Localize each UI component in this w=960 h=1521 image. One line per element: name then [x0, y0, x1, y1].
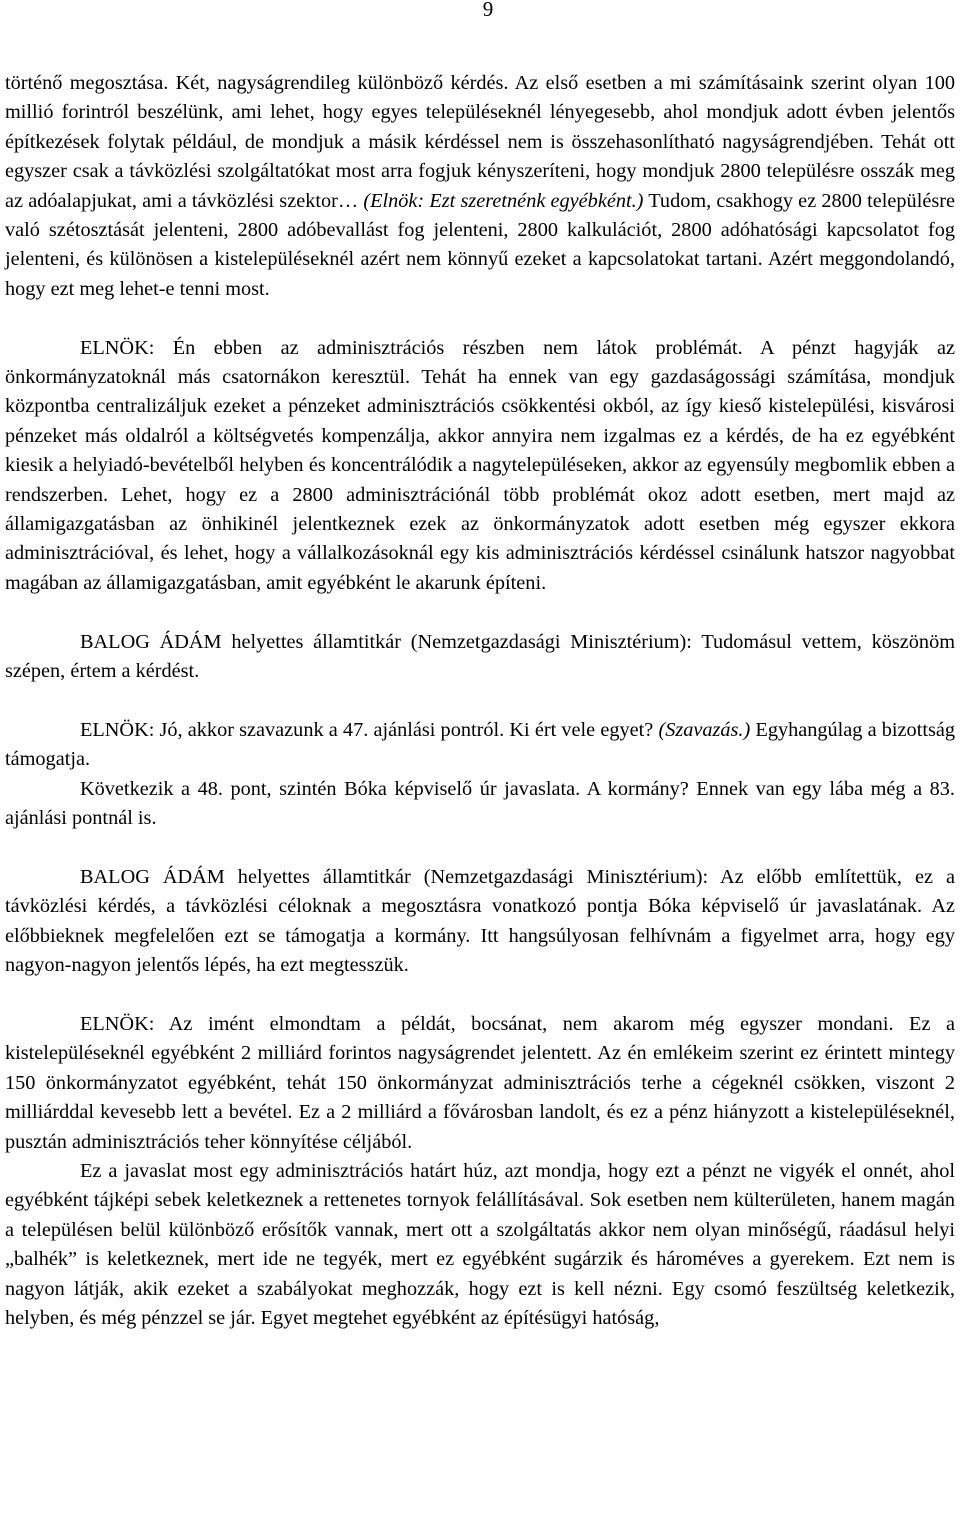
paragraph	[5, 1010, 955, 1157]
paragraph	[5, 334, 955, 599]
paragraph	[5, 1157, 955, 1333]
paragraph	[5, 628, 955, 687]
paragraph	[5, 775, 955, 834]
text-run: Egyhangúlag a bizottság támogatja.	[5, 718, 956, 771]
text-run: ELNÖK: Az imént elmondtam a példát, bocsánat, nem akarom még egyszer mondani. Ez a kistelepüléseknél egyébként 2 milliárd forintos nagyságrendet jelentett. Az én emlékeim szerint ez érintett mintegy 150 önkormányzatot egyébként, tehát 150 önkormányzat adminisztrációs terhe a cégeknél csökken, viszont 2 milliárddal kevesebb lett a bevétel. Ez a 2 milliárd a fővárosban landolt, és ez a pénz hiányzott a kistelepüléseknél, pusztán adminisztrációs teher könnyítése céljából.	[5, 1012, 955, 1153]
paragraph	[5, 863, 955, 981]
text-run: BALOG ÁDÁM helyettes államtitkár (Nemzetgazdasági Minisztérium): Tudomásul vettem, köszönöm szépen, értem a kérdést.	[5, 630, 955, 683]
italic-remark: (Szavazás.)	[658, 718, 751, 741]
italic-remark: (Elnök: Ezt szeretnénk egyébként.)	[363, 189, 644, 212]
text-run: Következik a 48. pont, szintén Bóka képviselő úr javaslata. A kormány? Ennek van egy lába még a 83. ajánlási pontnál is.	[5, 777, 955, 830]
paragraph-gap	[5, 304, 955, 333]
text-run: BALOG ÁDÁM helyettes államtitkár (Nemzetgazdasági Minisztérium): Az előbb említettük, ez a távközlési kérdés, a távközlési céloknak a megosztásra vonatkozó pontja Bóka képviselő úr javaslatának. Az előbbieknek megfelelően ezt se támogatja a kormány. Itt hangsúlyosan felhívnám a figyelmet arra, hogy egy nagyon-nagyon jelentős lépés, ha ezt megtesszük.	[5, 865, 955, 977]
text-run: ELNÖK: Jó, akkor szavazunk a 47. ajánlási pontról. Ki ért vele egyet?	[80, 718, 659, 741]
document-body	[5, 69, 955, 1333]
paragraph-gap	[5, 834, 955, 863]
text-run: Ez a javaslat most egy adminisztrációs határt húz, azt mondja, hogy ezt a pénzt ne vigyék el onnét, ahol egyébként tájképi sebek keletkeznek a rettenetes tornyok felállításával. Sok esetben nem külterületen, hanem magán a településen belül különböző erősítők vannak, mert ott a szolgáltatás akkor nem olyan minőségű, ráadásul helyi „balhék” is keletkeznek, mert ide ne tegyék, mert ez egyébként sugárzik és hároméves a gyerekem. Ezt nem is nagyon látják, akik ezeket a szabályokat meghozzák, hogy ezt is kell nézni. Egy csomó feszültség keletkezik, helyben, és még pénzzel se jár. Egyet megtehet egyébként az építésügyi hatóság,	[5, 1159, 955, 1329]
paragraph-gap	[5, 598, 955, 627]
paragraph-gap	[5, 687, 955, 716]
text-run: Tudom, csakhogy ez 2800 településre való szétosztását jelenteni, 2800 adóbevallást fog jelenteni, 2800 kalkulációt, 2800 adóhatósági kapcsolatot fog jelenteni, és különösen a kistelepüléseknél azért nem könnyű ezeket a kapcsolatokat tartani. Azért meggondolandó, hogy ezt meg lehet-e tenni most.	[5, 189, 955, 300]
paragraph-gap	[5, 981, 955, 1010]
text-run: történő megosztása. Két, nagyságrendileg különböző kérdés. Az első esetben a mi számításaink szerint olyan 100 millió forintról beszélünk, ami lehet, hogy egyes településeknél lényegesebb, ahol mondjuk adott évben jelentős építkezések folytak például, de mondjuk a másik kérdéssel nem is összehasonlítható nagyságrendjében. Tehát ott egyszer csak a távközlési szolgáltatókat most arra fogjuk kényszeríteni, hogy mondjuk 2800 településre osszák meg az adóalapjukat, ami a távközlési szektor…	[5, 72, 955, 212]
text-run: ELNÖK: Én ebben az adminisztrációs részben nem látok problémát. A pénzt hagyják az önkormányzatoknál más csatornákon keresztül. Tehát ha ennek van egy gazdaságossági számítása, mondjuk központba centralizáljuk ezeket a pénzeket adminisztrációs csökkentési okból, az így kieső kistelepülési, kisvárosi pénzeket más oldalról a költségvetés kompenzálja, akkor annyira nem izgalmas ez a kérdés, de ha ez egyébként kiesik a helyiadó-bevételből helyben és koncentrálódik a nagytelepüléseken, akkor az egyensúly megbomlik ebben a rendszerben. Lehet, hogy ez a 2800 adminisztrációnál több problémát okoz adott esetben, mert majd az államigazgatásban az önhikinél jelentkeznek ezek az önkormányzatok adott esetben még egyszer ekkora adminisztrációval, és lehet, hogy a vállalkozásoknál egy kis adminisztrációs kérdéssel csinálunk hatszor nagyobbat magában az államigazgatásban, amit egyébként le akarunk építeni.	[5, 336, 955, 594]
page-number: 9	[482, 0, 494, 21]
paragraph	[5, 69, 955, 304]
paragraph	[5, 716, 955, 775]
